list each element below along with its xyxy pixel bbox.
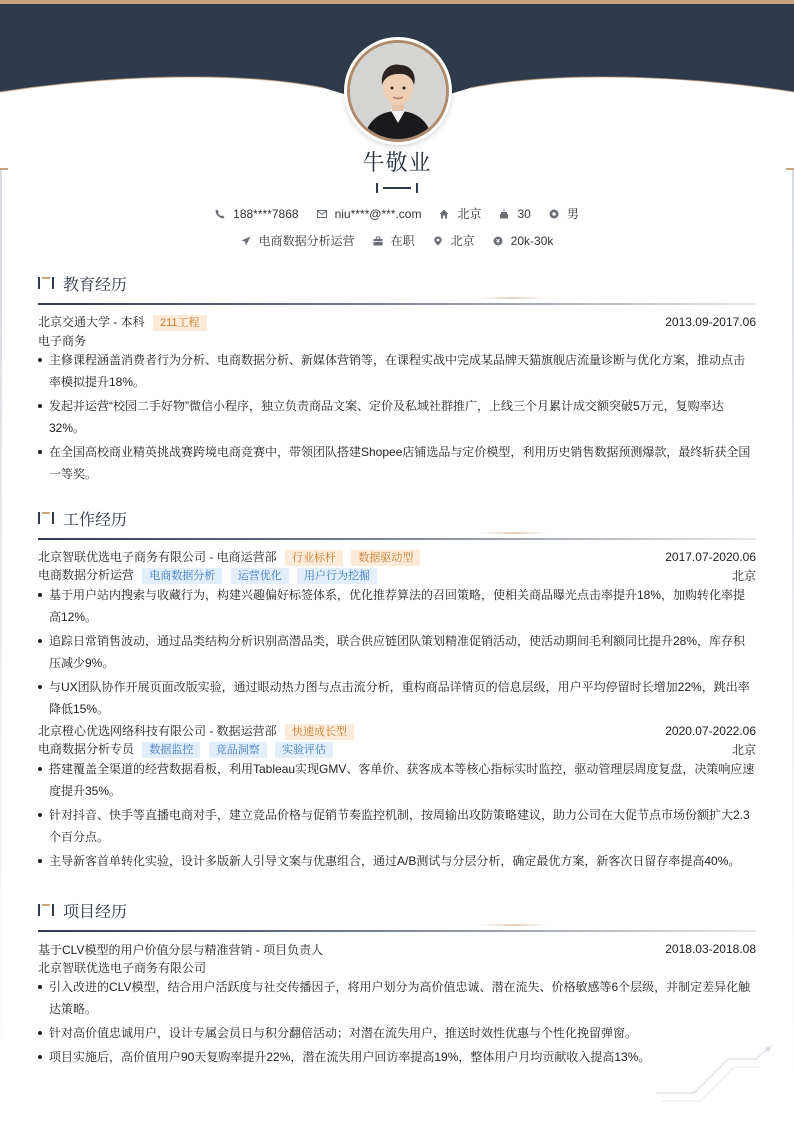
job-date: 2020.07-2022.06 (665, 724, 756, 738)
name-divider (376, 182, 418, 194)
skill-tag: 电商数据分析 (142, 568, 222, 584)
job-role: 电商数据分析运营 (38, 568, 135, 582)
section-divider (38, 930, 756, 932)
avatar (347, 40, 449, 142)
company-tag: 数据驱动型 (351, 550, 420, 566)
section-divider (38, 538, 756, 540)
contact-age (499, 207, 530, 221)
list-item: 在全国高校商业精英挑战赛跨境电商竞赛中，带领团队搭建Shopee店铺选品与定价模型，利用历史销售数据预测爆款，最终斩获全国一等奖。 (38, 441, 756, 485)
skill-tag: 数据监控 (142, 742, 200, 758)
job-date: 2017.07-2020.06 (665, 550, 756, 564)
list-item: 追踪日常销售波动，通过品类结构分析识别高潜品类，联合供应链团队策划精准促销活动，使活动期间毛利额同比提升28%，库存积压减少9%。 (38, 630, 756, 674)
company-name: 北京智联优选电子商务有限公司 - 电商运营部 (38, 550, 277, 564)
list-item: 针对抖音、快手等直播电商对手，建立竞品价格与促销节奏监控机制，按周输出攻防策略建议，助力公司在大促节点市场份额扩大2.3个百分点。 (38, 804, 756, 848)
candidate-name: 牛敬业 (362, 150, 432, 175)
intent-status (373, 232, 415, 249)
job-bullets (38, 758, 756, 872)
project-name: 基于CLV模型的用户价值分层与精准营销 - 项目负责人 (38, 942, 324, 957)
job-entry (38, 722, 756, 872)
position-text: 电商数据分析运营 (258, 234, 355, 248)
work-section (38, 506, 756, 874)
list-item: 项目实施后，高价值用户90天复购率提升22%，潜在流失用户回访率提高19%，整体用户月均贡献收入提高13%。 (38, 1046, 756, 1068)
briefcase-icon (373, 236, 383, 246)
gender-text: 男 (566, 207, 579, 221)
contact-phone (215, 207, 298, 221)
contact-row (0, 205, 794, 222)
section-marker-icon (38, 904, 54, 916)
work-header (38, 506, 756, 530)
job-head (38, 548, 756, 566)
email-text: niu****@***.com (334, 206, 422, 221)
skill-tag: 运营优化 (231, 568, 289, 584)
project-header (38, 898, 756, 922)
job-role-row (38, 740, 756, 758)
phone-icon (215, 209, 225, 219)
education-major-row (38, 331, 756, 349)
age-text: 30 (517, 206, 531, 221)
education-entry-head (38, 313, 756, 331)
cake-icon (499, 209, 509, 219)
job-city: 北京 (731, 568, 756, 583)
skill-tag: 竞品洞察 (209, 742, 267, 758)
job-bullets (38, 584, 756, 720)
gender-icon (549, 209, 559, 219)
project-bullets (38, 976, 756, 1068)
send-icon (241, 236, 251, 246)
list-item: 与UX团队协作开展页面改版实验，通过眼动热力图与点击流分析，重构商品详情页的信息层级，用户平均停留时长增加22%，跳出率降低15%。 (38, 676, 756, 720)
major: 电子商务 (38, 333, 87, 348)
education-section (38, 271, 756, 487)
job-role-row (38, 566, 756, 584)
location-pin-icon (433, 236, 443, 246)
job-city: 北京 (731, 742, 756, 757)
section-marker-icon (38, 277, 54, 289)
contact-gender (549, 205, 579, 222)
list-item: 搭建覆盖全渠道的经营数据看板，利用Tableau实现GMV、客单价、获客成本等核心指标实时监控，驱动管理层周度复盘，决策响应速度提升35%。 (38, 758, 756, 802)
education-header (38, 271, 756, 295)
project-org: 北京智联优选电子商务有限公司 (38, 960, 207, 975)
city-text: 北京 (450, 234, 475, 248)
section-marker-icon (38, 512, 54, 524)
intent-position (241, 232, 355, 249)
job-head (38, 722, 756, 740)
home-icon (439, 209, 449, 219)
company-name: 北京橙心优选网络科技有限公司 - 数据运营部 (38, 724, 277, 738)
school-tag: 211工程 (153, 315, 207, 331)
contact-email (317, 207, 422, 221)
project-date: 2018.03-2018.08 (665, 942, 756, 956)
section-divider (38, 303, 756, 305)
list-item: 发起并运营“校园二手好物”微信小程序，独立负责商品文案、定价及私域社群推广，上线三个月累计成交额突破5万元，复购率达32%。 (38, 395, 756, 439)
project-section (38, 898, 756, 1070)
company-tag: 行业标杆 (285, 550, 343, 566)
education-title: 教育经历 (63, 276, 128, 294)
list-item: 引入改进的CLV模型，结合用户活跃度与社交传播因子，将用户划分为高价值忠诚、潜在流失、价格敏感等6个层级，并制定差异化触达策略。 (38, 976, 756, 1020)
list-item: 针对高价值忠诚用户，设计专属会员日与积分翻倍活动；对潜在流失用户，推送时效性优惠与个性化挽留弹窗。 (38, 1022, 756, 1044)
intent-city (433, 232, 475, 249)
home-text: 北京 (457, 207, 482, 221)
left-border-line (0, 168, 2, 1083)
phone-text: 188****7868 (233, 206, 299, 221)
skill-tag: 实验评估 (275, 742, 333, 758)
salary-icon (493, 236, 503, 246)
status-text: 在职 (390, 234, 415, 248)
skill-tag: 用户行为挖掘 (297, 568, 377, 584)
project-title: 项目经历 (63, 903, 128, 921)
list-item: 主导新客首单转化实验，设计多版新人引导文案与优惠组合，通过A/B测试与分层分析，确定最优方案，新客次日留存率提高40%。 (38, 850, 756, 872)
list-item: 主修课程涵盖消费者行为分析、电商数据分析、新媒体营销等，在课程实战中完成某品牌天猫旗舰店流量诊断与优化方案，推动点击率模拟提升18%。 (38, 349, 756, 393)
education-bullets (38, 349, 756, 485)
contact-home (439, 205, 481, 222)
job-role: 电商数据分析专员 (38, 742, 135, 756)
work-title: 工作经历 (63, 511, 128, 529)
job-intent-row (0, 232, 794, 249)
salary-text: 20k-30k (510, 233, 554, 248)
email-icon (317, 209, 327, 219)
project-org-row (38, 958, 756, 976)
list-item: 基于用户站内搜索与收藏行为，构建兴趣偏好标签体系，优化推荐算法的召回策略，使相关商品曝光点击率提升18%，加购转化率提高12%。 (38, 584, 756, 628)
job-entry (38, 548, 756, 720)
corner-decoration (656, 1045, 776, 1105)
project-head (38, 940, 756, 958)
company-tag: 快速成长型 (285, 724, 354, 740)
intent-salary (493, 234, 554, 248)
school-name: 北京交通大学 - 本科 (38, 315, 145, 329)
education-date: 2013.09-2017.06 (665, 315, 756, 329)
